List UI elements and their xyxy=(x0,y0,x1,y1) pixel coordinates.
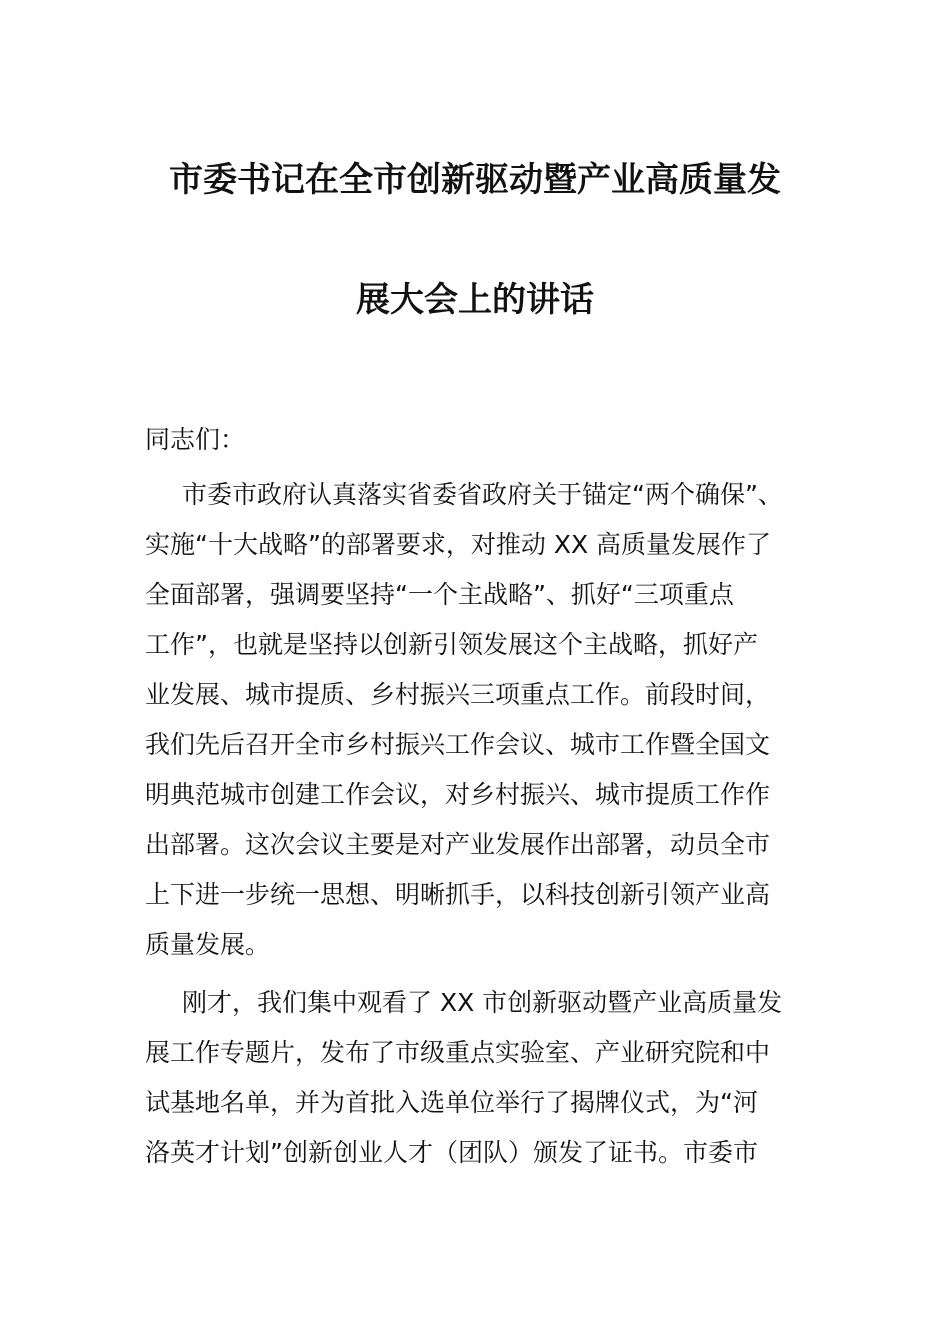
paragraph-1-line: 上下进一步统一思想、明晰抓手，以科技创新引领产业高 xyxy=(145,880,771,909)
paragraph-1-line: 业发展、城市提质、乡村振兴三项重点工作。前段时间， xyxy=(145,680,771,709)
document-title-line-1: 市委书记在全市创新驱动暨产业高质量发 xyxy=(169,160,781,200)
paragraph-1-line: 质量发展。 xyxy=(145,930,271,959)
paragraph-1-line: 实施“十大战略”的部署要求，对推动 XX 高质量发展作了 xyxy=(145,530,772,559)
paragraph-2-line: 洛英才计划”创新创业人才（团队）颁发了证书。市委市 xyxy=(145,1138,758,1167)
paragraph-1-line: 我们先后召开全市乡村振兴工作会议、城市工作暨全国文 xyxy=(145,730,771,759)
salutation: 同志们： xyxy=(145,425,246,454)
paragraph-2-line: 展工作专题片，发布了市级重点实验室、产业研究院和中 xyxy=(145,1038,771,1067)
paragraph-1-line: 全面部署，强调要坚持“一个主战略”、抓好“三项重点 xyxy=(145,580,734,609)
document-title-line-2: 展大会上的讲话 xyxy=(356,280,594,320)
paragraph-1-line: 工作”，也就是坚持以创新引领发展这个主战略，抓好产 xyxy=(145,630,758,659)
paragraph-1-line: 出部署。这次会议主要是对产业发展作出部署，动员全市 xyxy=(145,830,771,859)
paragraph-1-line: 市委市政府认真落实省委省政府关于锚定“两个确保”、 xyxy=(182,480,783,509)
paragraph-1-line: 明典范城市创建工作会议，对乡村振兴、城市提质工作作 xyxy=(145,780,771,809)
paragraph-2-line: 试基地名单，并为首批入选单位举行了揭牌仪式，为“河 xyxy=(145,1088,758,1117)
paragraph-2-line: 刚才，我们集中观看了 XX 市创新驱动暨产业高质量发 xyxy=(182,988,783,1017)
